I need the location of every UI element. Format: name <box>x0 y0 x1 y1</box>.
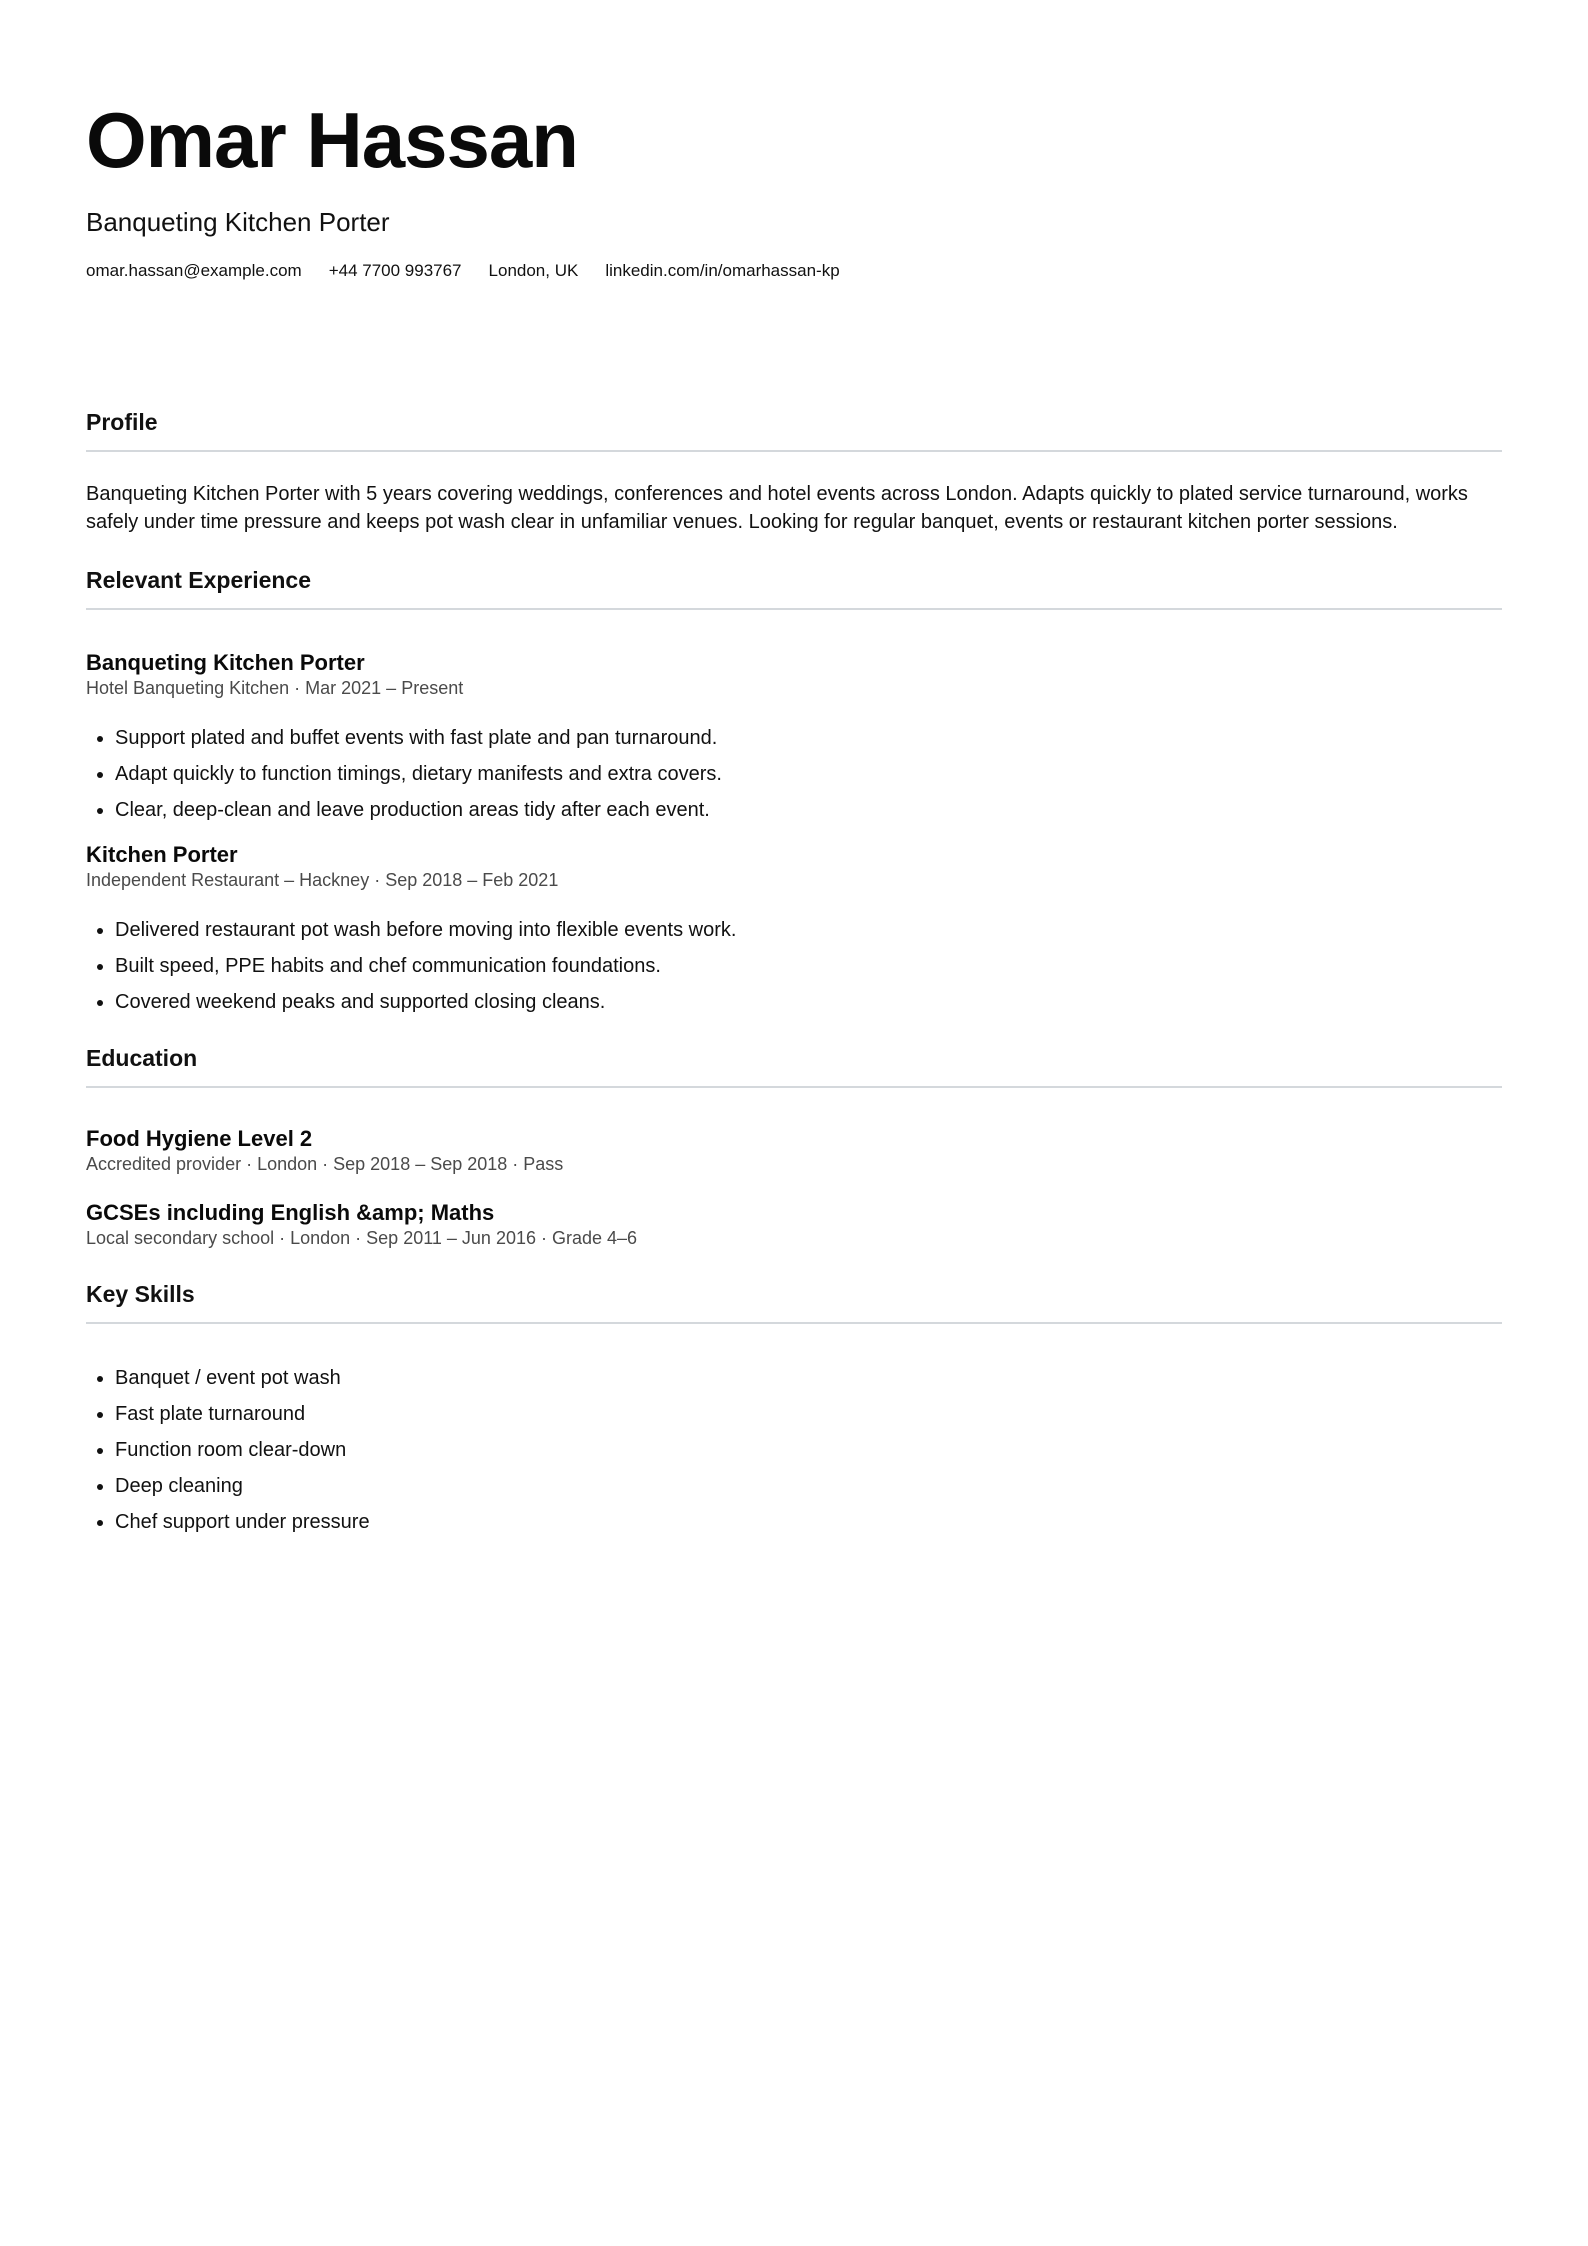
job-entry <box>86 842 1502 1020</box>
skills-section <box>86 1280 1502 1540</box>
job-entry <box>86 650 1502 828</box>
section-heading-education: Education <box>86 1044 1502 1088</box>
candidate-role: Banqueting Kitchen Porter <box>86 207 390 237</box>
education-entry <box>86 1200 1502 1250</box>
section-heading-experience: Relevant Experience <box>86 566 1502 610</box>
job-bullet: • Delivered restaurant pot wash before moving into flexible events work. <box>115 912 1502 948</box>
job-bullet: • Built speed, PPE habits and chef communication foundations. <box>115 948 1502 984</box>
education-meta: Local secondary school · London · Sep 2011 – Jun 2016 · Grade 4–6 <box>86 1228 638 1248</box>
skill-item: • Chef support under pressure <box>115 1504 1502 1540</box>
job-bullet: • Support plated and buffet events with fast plate and pan turnaround. <box>115 720 1502 756</box>
job-meta: Hotel Banqueting Kitchen · Mar 2021 – Present <box>86 678 464 698</box>
contact-phone[interactable]: +44 7700 993767 <box>328 261 462 280</box>
job-bullets <box>86 720 1502 828</box>
education-section <box>86 1044 1502 1250</box>
job-title: Kitchen Porter <box>86 842 238 867</box>
education-meta: Accredited provider · London · Sep 2018 – Sep 2018 · Pass <box>86 1154 564 1174</box>
job-title: Banqueting Kitchen Porter <box>86 650 365 675</box>
education-title: Food Hygiene Level 2 <box>86 1126 313 1151</box>
skill-item: • Fast plate turnaround <box>115 1396 1502 1432</box>
contact-location: London, UK <box>488 261 579 280</box>
experience-section <box>86 566 1502 1020</box>
section-heading-skills: Key Skills <box>86 1280 1502 1324</box>
contact-line <box>86 260 1502 282</box>
job-bullets <box>86 912 1502 1020</box>
resume-header <box>86 0 1502 282</box>
education-title: GCSEs including English &amp; Maths <box>86 1200 495 1225</box>
contact-linkedin[interactable]: linkedin.com/in/omarhassan-kp <box>605 261 840 280</box>
profile-section <box>86 408 1502 536</box>
skill-item: • Banquet / event pot wash <box>115 1360 1502 1396</box>
skills-list <box>86 1360 1502 1540</box>
job-bullet: • Adapt quickly to function timings, dietary manifests and extra covers. <box>115 756 1502 792</box>
contact-email[interactable]: omar.hassan@example.com <box>86 261 302 280</box>
skill-item: • Deep cleaning <box>115 1468 1502 1504</box>
skill-item: • Function room clear-down <box>115 1432 1502 1468</box>
section-heading-profile: Profile <box>86 408 1502 452</box>
job-meta: Independent Restaurant – Hackney · Sep 2018 – Feb 2021 <box>86 870 559 890</box>
job-bullet: • Clear, deep-clean and leave production areas tidy after each event. <box>115 792 1502 828</box>
candidate-name: Omar Hassan <box>86 96 578 184</box>
profile-summary: Banqueting Kitchen Porter with 5 years covering weddings, conferences and hotel events across London. Adapts quickly to plated service turnaround, works safely under time pressure and keeps pot wash clear in unfamiliar venues. Looking for regular banquet, events or restaurant kitchen porter sessions. <box>86 483 1468 533</box>
education-entry <box>86 1126 1502 1176</box>
job-bullet: • Covered weekend peaks and supported closing cleans. <box>115 984 1502 1020</box>
